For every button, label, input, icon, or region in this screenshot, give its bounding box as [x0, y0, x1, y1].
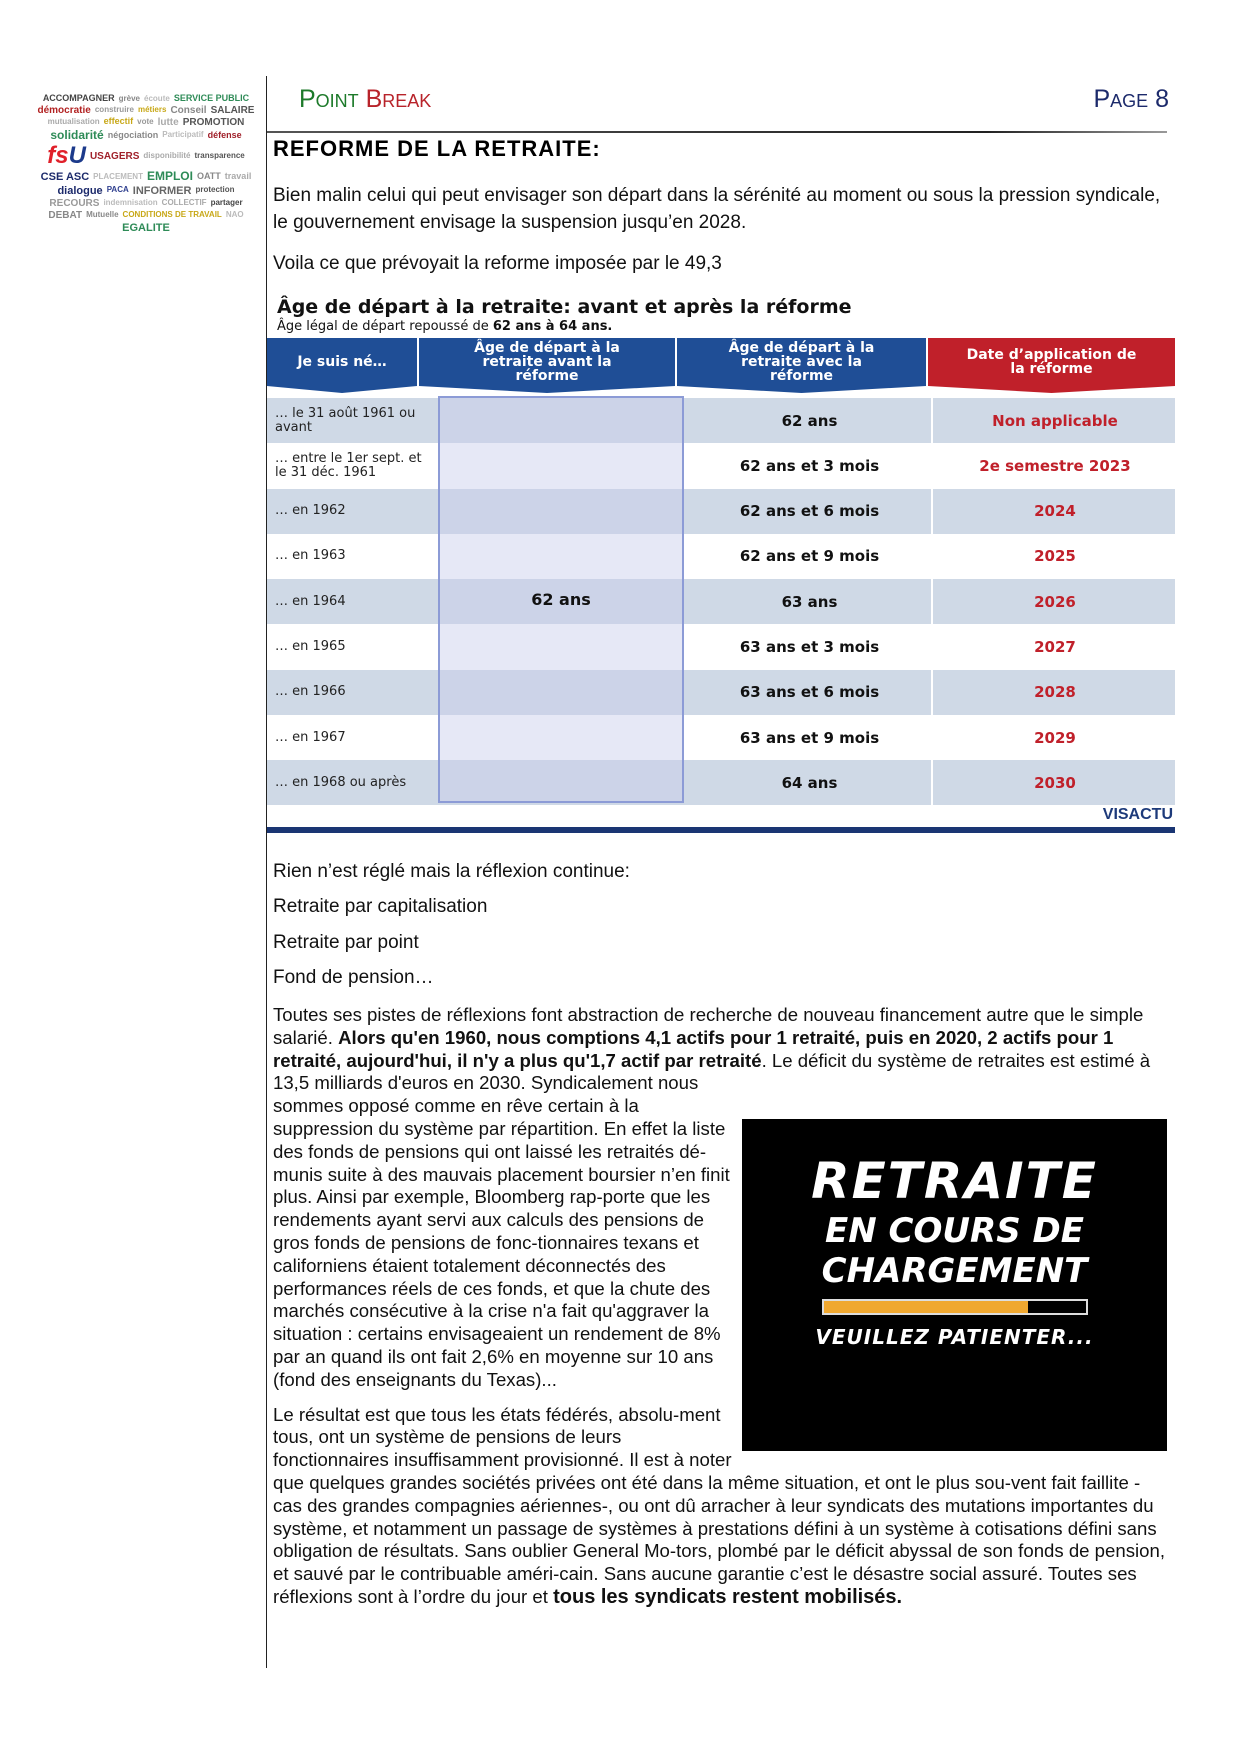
retraite-loading-image: RETRAITE EN COURS DE CHARGEMENT VEUILLEZ PATIENTER...: [742, 1119, 1167, 1451]
body-paragraph: Le résultat est que tous les états fédérés, absolu-ment tous, ont un système de pensions de leurs fonctionnaires insuffisamment provisionné. Il est à noter que quelques grandes sociétés privées ont été dans la même situation, et ont le plus sou-vent fait faillite - cas des grandes compagnies aériennes-, ou ont dû arracher à leur syndicats des mutations importantes du système, et notamment un passage de systèmes à prestations défini à un système à cotisations défini sans obligation de résultats. Sans oublier General Mo-tors, plombé par le déficit abyssal de son fonds de pension, et sauvé par le contribuable améri-cain. Sans aucune garantie c’est le désastre social assuré. Toutes ses réflexions sont à l’ordre du jour et tous les syndicats restent mobilisés.: [273, 1403, 1165, 1608]
born-cell: … le 31 août 1961 ou avant: [275, 405, 416, 435]
table-row: [267, 534, 1175, 579]
header-date: Date d’application de la réforme: [928, 338, 1175, 386]
born-cell: … en 1965: [275, 639, 346, 654]
source-logo: VISACTU: [1102, 806, 1173, 823]
logo-word: protection: [195, 185, 235, 195]
logo-word: SALAIRE: [210, 104, 255, 116]
logo-word: PROMOTION: [182, 116, 245, 128]
new-age-cell: 63 ans: [781, 592, 838, 611]
table-title: Âge de départ à la retraite: avant et après la réforme: [277, 296, 852, 318]
logo-word: PACA: [106, 185, 129, 195]
date-cell: 2024: [931, 489, 1177, 534]
logo-word: démocratie: [37, 104, 91, 116]
logo-word: INFORMER: [132, 184, 192, 197]
body-paragraph: Toutes ses pistes de réflexions font abstraction de recherche de nouveau financement autre que le simple salarié. Alors qu'en 1960, nous comptions 4,1 actifs pour 1 retraité, puis en 2020, 2 actifs pour 1 retraité, aujourd'hui, il n'y a plus qu'1,7 actif par retraité. Le déficit du système de retraites est estimé à 13,5 milliards d'euros en 2030. Syndicalement nous sommes opposé comme en rêve certain à la suppression du système par répartition. En effet la liste des fonds de pensions qui ont laissé les retraités dé-munis suite à des mauvais placement boursier n’en finit plus. Ainsi par exemple, Bloomberg rap-porte que les rendements ayant servi aux calculs des pensions de gros fonds de pensions de fonc-tionnaires texans et californiens étaient totalement déconnectés des performances réels de ces fonds, et que la chute des marchés consécutive à la crise n'a fait qu'aggraver la situation : certains envisageaient un rendement de 8% par an quand ils ont fait 2,6% en moyenne sur 10 ans (fond des enseignants du Texas)...: [273, 1004, 1151, 1390]
logo-word: NAO: [225, 209, 244, 219]
logo-word: Participatif: [162, 130, 204, 140]
born-cell: … en 1964: [275, 593, 346, 609]
logo-word: effectif: [103, 116, 134, 127]
logo-word: Conseil: [170, 104, 207, 116]
text-line: Retraite par point: [273, 932, 419, 953]
newsletter-brand: Point Break: [299, 85, 432, 113]
table-row: [267, 760, 1175, 805]
date-cell: 2029: [931, 715, 1177, 760]
intro-paragraph-2: Voila ce que prévoyait la reforme imposée par le 49,3: [273, 253, 722, 274]
loading-progress-bar: [822, 1299, 1088, 1315]
logo-word: CONDITIONS DE TRAVAIL: [122, 209, 222, 219]
new-age-cell: 63 ans et 3 mois: [739, 638, 880, 656]
logo-word: DEBAT: [48, 209, 83, 221]
date-cell: Non applicable: [931, 398, 1177, 443]
logo-word: mutualisation: [47, 116, 100, 126]
age-before-merged-cell: 62 ans: [438, 396, 684, 803]
logo-word: ACCOMPAGNER: [42, 93, 115, 103]
text-line: Rien n’est réglé mais la réflexion continue:: [273, 861, 630, 882]
table-row: [267, 715, 1175, 760]
logo-word: métiers: [137, 104, 167, 114]
article-body: [273, 1004, 1167, 1621]
table-subtitle: Âge légal de départ repoussé de 62 ans à 64 ans.: [277, 319, 613, 334]
text-line: Retraite par capitalisation: [273, 896, 488, 917]
logo-word: partager: [210, 197, 243, 207]
header-age-before: Âge de départ à la retraite avant la réforme: [419, 338, 675, 386]
new-age-cell: 63 ans et 6 mois: [739, 683, 880, 702]
table-row: [267, 443, 1175, 488]
logo-word: solidarité: [50, 127, 104, 142]
article-title: REFORME DE LA RETRAITE:: [273, 136, 601, 161]
logo-word: Mutuelle: [86, 209, 119, 219]
logo-word: USAGERS: [89, 150, 140, 162]
logo-word: COLLECTIF: [161, 197, 207, 207]
table-bottom-bar: [267, 827, 1175, 833]
logo-word: construire: [94, 104, 134, 114]
logo-word: PLACEMENT: [93, 171, 143, 181]
date-cell: 2028: [931, 670, 1177, 715]
born-cell: … entre le 1er sept. et le 31 déc. 1961: [275, 450, 422, 480]
new-age-cell: 62 ans et 6 mois: [739, 502, 880, 521]
logo-word: SERVICE PUBLIC: [173, 93, 250, 103]
logo-word: défense: [207, 129, 242, 140]
logo-word: EMPLOI: [146, 169, 193, 184]
page-number: Page 8: [1093, 85, 1169, 113]
logo-word: EGALITE: [122, 221, 170, 234]
born-cell: … en 1967: [275, 729, 346, 745]
text-line: Fond de pension…: [273, 967, 434, 988]
logo-word: dialogue: [57, 184, 103, 197]
date-cell: 2026: [931, 579, 1177, 624]
new-age-cell: 62 ans: [781, 411, 838, 430]
logo-word: négociation: [107, 129, 159, 140]
born-cell: … en 1966: [275, 684, 346, 700]
header-divider: [267, 131, 1167, 133]
logo-word: lutte: [157, 116, 179, 128]
logo-word: grève: [118, 93, 141, 103]
retirement-age-table: [263, 296, 1175, 836]
header-age-after: Âge de départ à la retraite avec la réforme: [677, 338, 926, 386]
new-age-cell: 62 ans et 9 mois: [739, 547, 880, 566]
fsu-word-cloud-logo: [36, 94, 256, 234]
logo-word: OATT: [196, 171, 221, 182]
table-row: [267, 398, 1175, 443]
date-cell: 2030: [931, 760, 1177, 805]
logo-word: transparence: [194, 150, 245, 160]
logo-word: indemnisation: [103, 197, 158, 207]
born-cell: … en 1968 ou après: [275, 774, 407, 790]
table-row: [267, 670, 1175, 715]
table-row: [267, 489, 1175, 534]
logo-word: RECOURS: [49, 197, 100, 209]
logo-word: travail: [224, 171, 252, 182]
new-age-cell: 64 ans: [781, 773, 838, 792]
logo-word: vote: [137, 116, 154, 126]
logo-word: CSE ASC: [40, 171, 90, 184]
table-row: [267, 625, 1175, 670]
born-cell: … en 1963: [275, 548, 346, 564]
header-born: Je suis né…: [267, 338, 417, 386]
date-cell: 2025: [931, 534, 1177, 579]
new-age-cell: 62 ans et 3 mois: [739, 456, 880, 475]
intro-paragraph: Bien malin celui qui peut envisager son départ dans la sérénité au moment ou sous la pression syndicale, le gouvernement envisage la suspension jusqu’en 2028.: [273, 185, 1161, 233]
logo-word: disponibilité: [143, 150, 191, 160]
fsu-logo-mark: fsU: [47, 142, 86, 170]
logo-word: écoute: [144, 93, 170, 103]
date-cell: 2027: [931, 625, 1177, 670]
table-row: [267, 579, 1175, 624]
born-cell: … en 1962: [275, 503, 346, 519]
date-cell: 2e semestre 2023: [931, 443, 1177, 488]
new-age-cell: 63 ans et 9 mois: [739, 728, 880, 747]
